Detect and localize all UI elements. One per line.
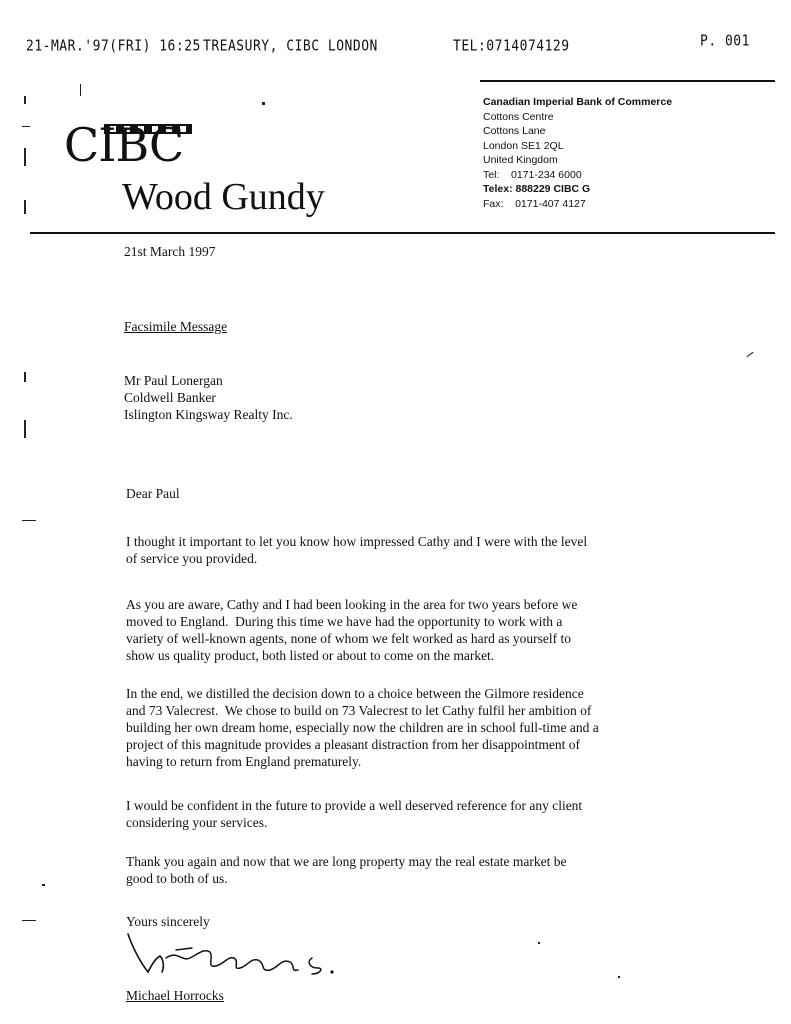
recipient-line: Coldwell Banker (124, 390, 216, 405)
paragraph-line: show us quality product, both listed or about to come on the market. (126, 648, 495, 663)
paragraph (126, 853, 686, 887)
logo-cibc (64, 118, 183, 172)
paragraph (126, 797, 686, 831)
fax-tel: TEL:0714074129 (453, 38, 570, 56)
paragraph-line: of service you provided. (126, 551, 258, 566)
paragraph-line: and 73 Valecrest. We chose to build on 73 Valecrest to let Cathy fulfil her ambition of (126, 703, 592, 718)
salutation: Dear Paul (126, 486, 180, 501)
scan-artifact (746, 352, 753, 357)
fax-sender: TREASURY, CIBC LONDON (203, 38, 378, 56)
scan-artifact (42, 884, 45, 886)
address-company: Canadian Imperial Bank of Commerce (483, 96, 673, 108)
closing: Yours sincerely (126, 914, 210, 929)
paragraph-line: variety of well-known agents, none of whom we felt worked as hard as yourself to (126, 631, 571, 646)
address-tel: Tel: 0171-234 6000 (483, 168, 582, 181)
recipient-line: Mr Paul Lonergan (124, 373, 223, 388)
paragraph-line: Thank you again and now that we are long property may the real estate market be (126, 854, 567, 869)
paragraph-line: having to return from England prematurely. (126, 754, 362, 769)
scan-artifact (262, 102, 265, 105)
paragraph-line: In the end, we distilled the decision down to a choice between the Gilmore residence (126, 686, 584, 701)
scan-artifact (22, 920, 36, 921)
paragraph-line: I thought it important to let you know how impressed Cathy and I were with the level (126, 534, 588, 549)
paragraph (126, 685, 686, 770)
scan-artifact (24, 420, 26, 438)
address-line: Cottons Lane (483, 125, 546, 137)
paragraph-line: building her own dream home, especially now the children are in school full-time and a (126, 720, 599, 735)
scan-artifact (24, 200, 26, 214)
scan-artifact (22, 126, 30, 127)
fax-datetime: 21-MAR.'97(FRI) 16:25 (26, 38, 201, 56)
letter-subject: Facsimile Message (124, 319, 228, 334)
address-line: United Kingdom (483, 154, 558, 166)
recipient-block (124, 372, 293, 423)
scan-artifact (80, 84, 81, 96)
address-top-rule (480, 80, 775, 82)
signature-scribble-icon (120, 928, 380, 988)
scan-artifact (22, 520, 36, 521)
paragraph-line: project of this magnitude provides a pleasant distraction from her disappointment of (126, 737, 581, 752)
paragraph-line: considering your services. (126, 815, 268, 830)
scan-artifact (24, 96, 26, 104)
recipient-line: Islington Kingsway Realty Inc. (124, 407, 293, 422)
logo-cibc-text: CIBC (64, 118, 184, 172)
fax-page-number: P. 001 (700, 33, 750, 51)
paragraph-line: I would be confident in the future to provide a well deserved reference for any client (126, 798, 583, 813)
letter-date: 21st March 1997 (124, 244, 216, 259)
header-rule (30, 232, 775, 234)
scan-artifact (24, 148, 26, 166)
signature (120, 928, 380, 988)
address-telex: Telex: 888229 CIBC G (483, 183, 591, 195)
scan-artifact (538, 942, 540, 944)
paragraph (126, 596, 686, 664)
address-line: London SE1 2QL (483, 139, 564, 152)
scan-artifact (24, 372, 26, 382)
address-fax: Fax: 0171-407 4127 (483, 197, 586, 210)
logo-wood-gundy: Wood Gundy (122, 176, 325, 218)
paragraph (126, 533, 686, 567)
paragraph-line: moved to England. During this time we have had the opportunity to work with a (126, 614, 563, 629)
address-block (483, 95, 672, 211)
paragraph-line: As you are aware, Cathy and I had been looking in the area for two years before we (126, 597, 578, 612)
signatory-name: Michael Horrocks (126, 988, 224, 1003)
address-line: Cottons Centre (483, 110, 554, 123)
paragraph-line: good to both of us. (126, 871, 228, 886)
scan-artifact (618, 976, 620, 978)
